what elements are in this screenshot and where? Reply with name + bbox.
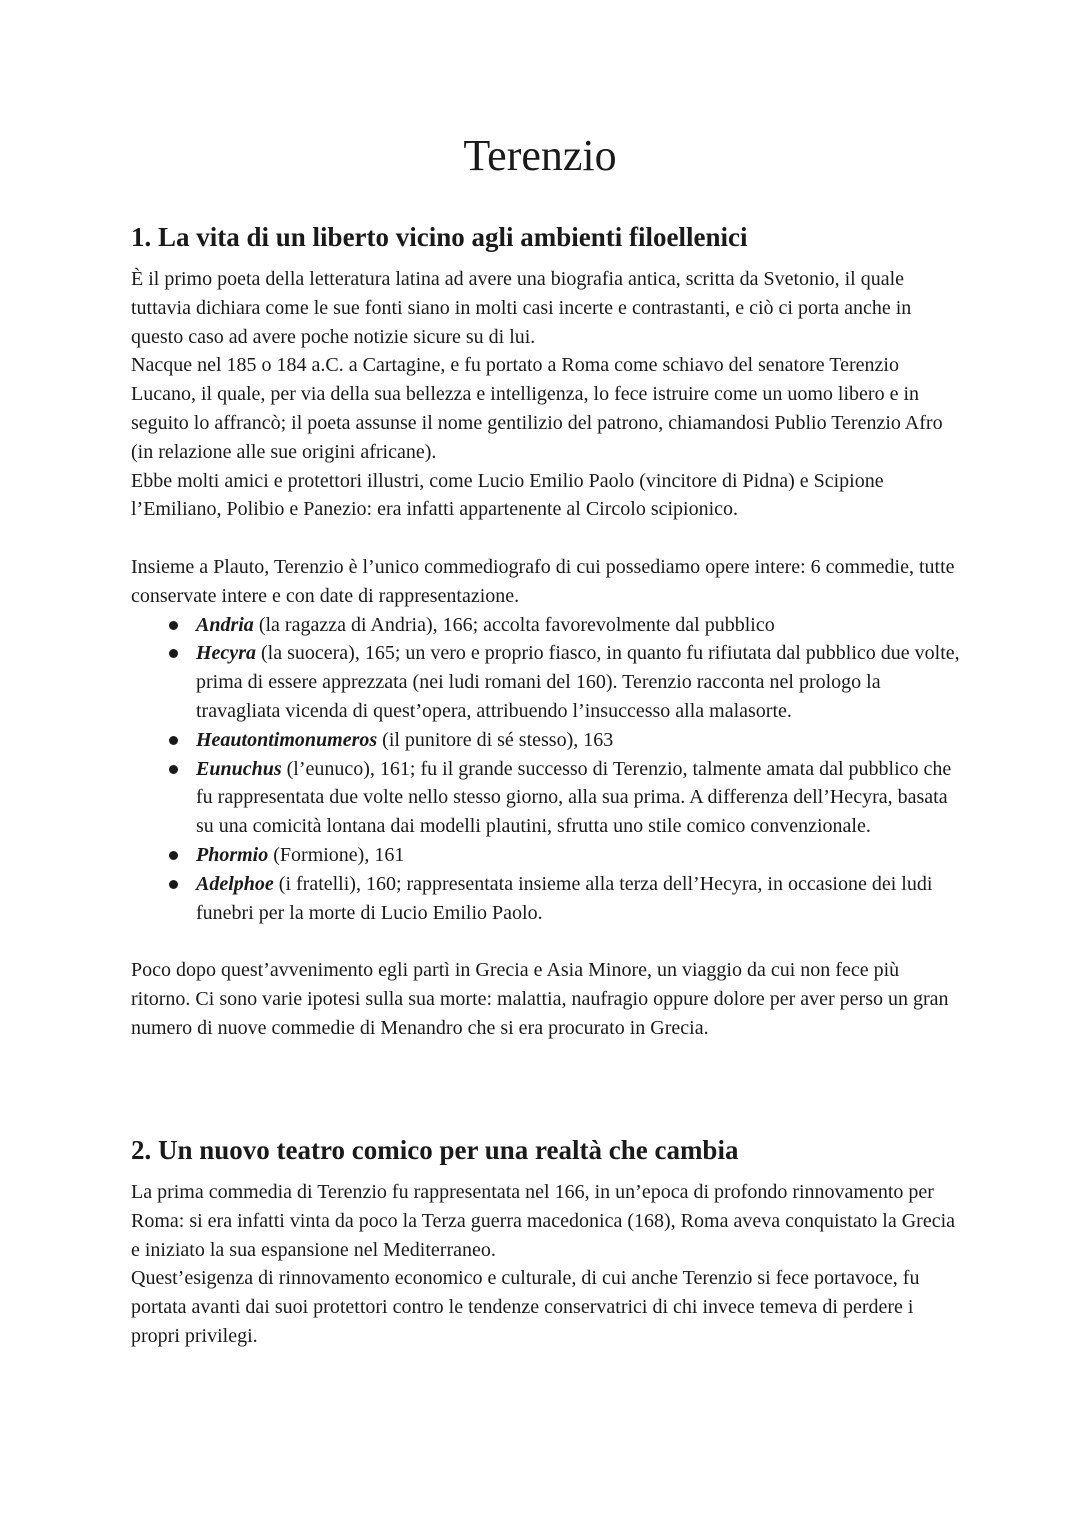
paragraph-birth: Nacque nel 185 o 184 a.C. a Cartagine, e fu portato a Roma come schiavo del senatore Terenzio Lucano, il quale, per via della sua bellezza e intelligenza, lo fece istruire come un uomo libero e in seguito lo affrancò; il poeta assunse il nome gentilizio del patrono, chiamandosi Publio Terenzio Afro (in relazione alle sue origini africane). xyxy=(131,354,943,463)
work-description: (la ragazza di Andria), 166; accolta favorevolmente dal pubblico xyxy=(253,613,775,636)
work-description: (il punitore di sé stesso), 163 xyxy=(377,728,614,751)
works-list xyxy=(131,611,961,928)
paragraph-spacer xyxy=(131,524,961,553)
work-description: (l’eunuco), 161; fu il grande successo di Terenzio, talmente amata dal pubblico che fu rappresentata due volte nello stesso giorno, alla sua prima. A differenza dell’Hecyra, basata su una comicità lontana dai modelli plautini, sfrutta uno stile comico convenzionale. xyxy=(196,757,952,838)
section-life xyxy=(131,220,961,1043)
paragraph-works-intro: Insieme a Plauto, Terenzio è l’unico commediografo di cui possediamo opere intere: 6 commedie, tutte conservate intere e con date di rappresentazione. xyxy=(131,556,955,607)
paragraph-biography: È il primo poeta della letteratura latina ad avere una biografia antica, scritta da Svetonio, il quale tuttavia dichiara come le sue fonti siano in molti casi incerte e contrastanti, e ciò ci porta anche in questo caso ad avere poche notizie sicure su di lui. xyxy=(131,268,912,348)
bullet-icon xyxy=(169,649,178,658)
work-description: (Formione), 161 xyxy=(268,844,405,867)
section-heading-new-theatre: 2. Un nuovo teatro comico per una realtà che cambia xyxy=(131,1135,739,1165)
list-item-hecyra xyxy=(131,639,961,725)
list-item-andria xyxy=(131,611,961,640)
section-new-theatre xyxy=(131,1133,961,1351)
page-title: Terenzio xyxy=(463,131,617,180)
bullet-icon xyxy=(169,880,178,889)
bullet-icon xyxy=(169,765,178,774)
section-heading-life: 1. La vita di un liberto vicino agli ambienti filoellenici xyxy=(131,222,748,252)
work-description: (la suocera), 165; un vero e proprio fiasco, in quanto fu rifiutata dal pubblico due volte, prima di essere apprezzata (nei ludi romani del 160). Terenzio racconta nel prologo la travagliata vicenda di quest’opera, attribuendo l’insuccesso alla malasorte. xyxy=(196,642,960,723)
paragraph-first-comedy: La prima commedia di Terenzio fu rappresentata nel 166, in un’epoca di profondo rinnovamento per Roma: si era infatti vinta da poco la Terza guerra macedonica (168), Roma aveva conquistato la Grecia e iniziato la sua espansione nel Mediterraneo. xyxy=(131,1181,956,1261)
work-title: Hecyra xyxy=(196,642,256,665)
bullet-icon xyxy=(169,736,178,745)
work-title: Andria xyxy=(196,613,254,636)
work-title: Adelphoe xyxy=(196,872,274,895)
bullet-icon xyxy=(169,621,178,630)
paragraph-death: Poco dopo quest’avvenimento egli partì in Grecia e Asia Minore, un viaggio da cui non fece più ritorno. Ci sono varie ipotesi sulla sua morte: malattia, naufragio oppure dolore per aver perso un gran numero di nuove commedie di Menandro che si era procurato in Grecia. xyxy=(131,959,949,1039)
list-item-adelphoe xyxy=(131,870,961,928)
paragraph-friends: Ebbe molti amici e protettori illustri, come Lucio Emilio Paolo (vincitore di Pidna) e Scipione l’Emiliano, Polibio e Panezio: era infatti appartenente al Circolo scipionico. xyxy=(131,469,884,521)
list-item-heautontimonumeros xyxy=(131,726,961,755)
list-item-eunuchus xyxy=(131,755,961,841)
work-title: Eunuchus xyxy=(196,757,282,780)
work-description: (i fratelli), 160; rappresentata insieme alla terza dell’Hecyra, in occasione dei ludi funebri per la morte di Lucio Emilio Paolo. xyxy=(196,872,933,924)
bullet-icon xyxy=(169,851,178,860)
work-title: Heautontimonumeros xyxy=(196,728,378,751)
work-title: Phormio xyxy=(196,844,269,867)
paragraph-renewal: Quest’esigenza di rinnovamento economico e culturale, di cui anche Terenzio si fece portavoce, fu portata avanti dai suoi protettori contro le tendenze conservatrici di chi invece temeva di perdere i propri privilegi. xyxy=(131,1267,920,1348)
list-item-phormio xyxy=(131,841,961,870)
paragraph-spacer xyxy=(131,927,961,956)
